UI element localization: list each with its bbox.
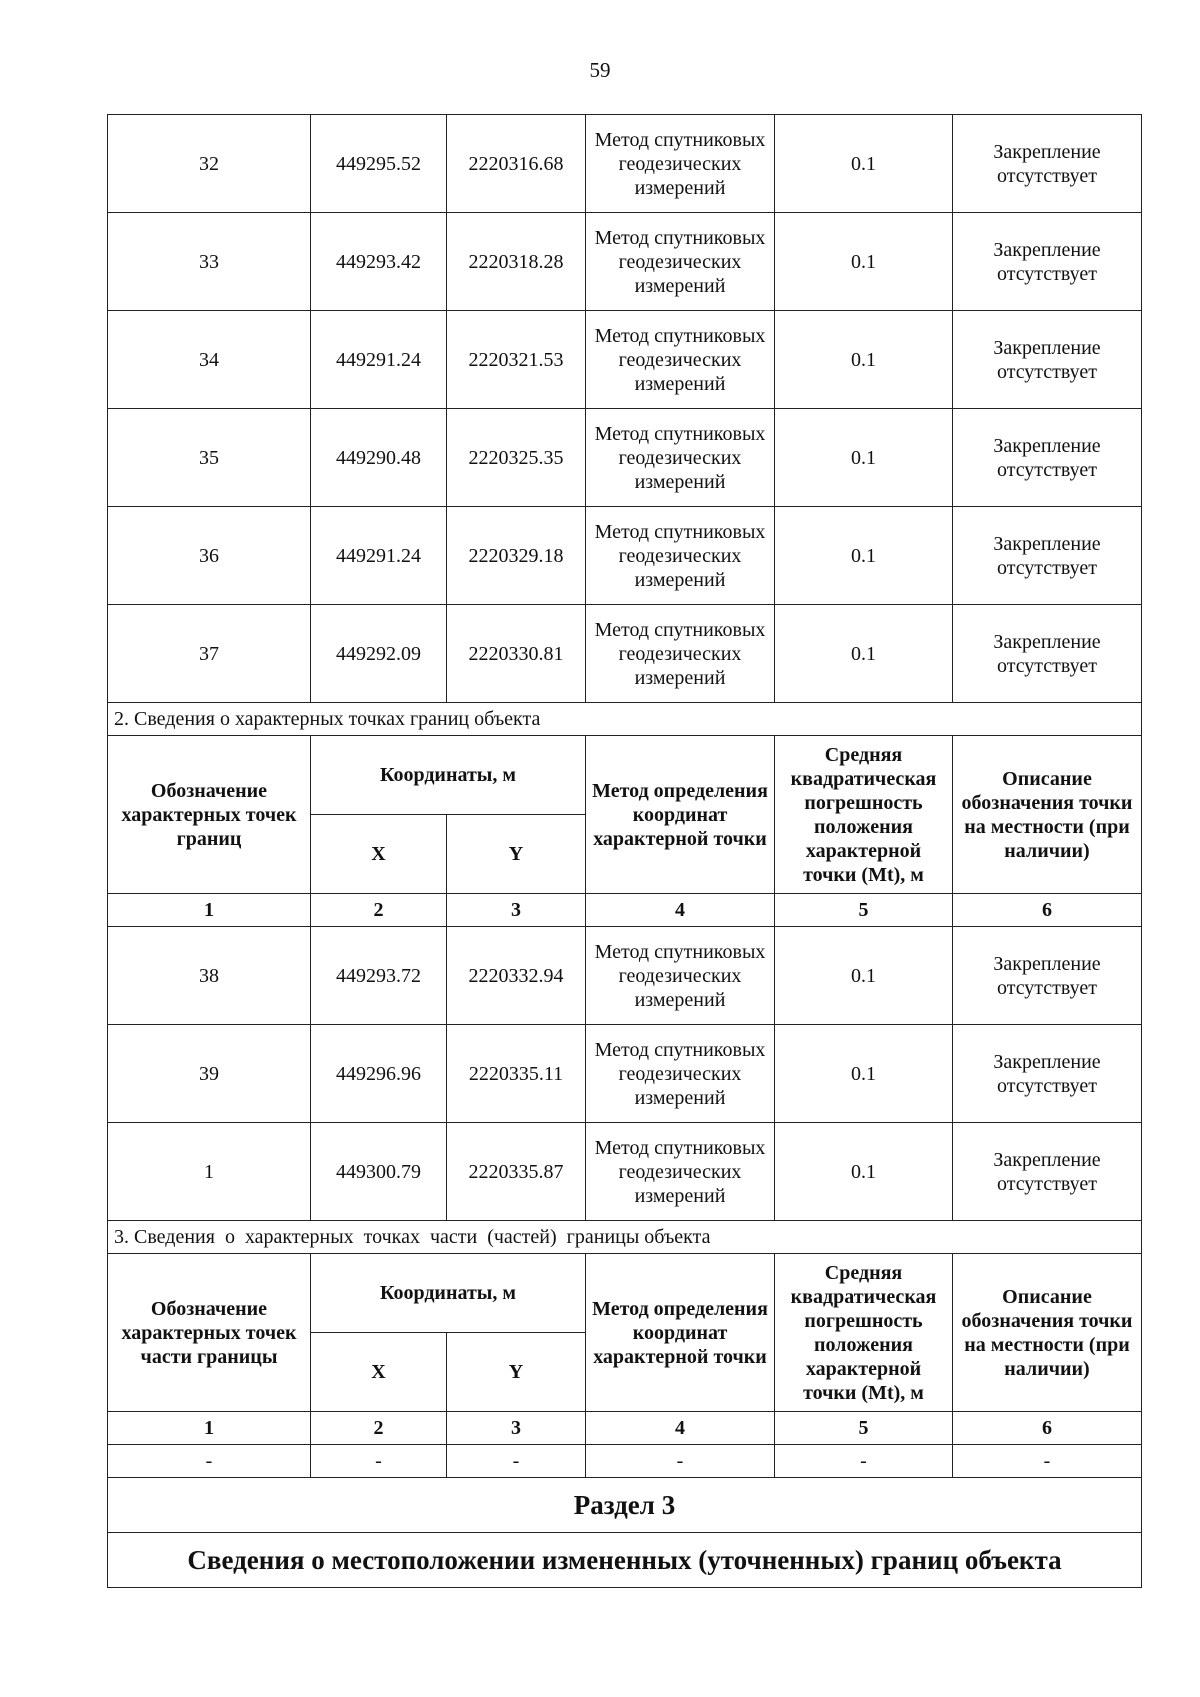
method: Метод спутниковых геодезических измерений xyxy=(586,213,775,311)
empty-cell: - xyxy=(311,1445,447,1478)
table-row xyxy=(108,115,1142,213)
method: Метод спутниковых геодезических измерений xyxy=(586,507,775,605)
razdel-subtitle: Сведения о местоположении измененных (уточненных) границ объекта xyxy=(108,1533,1142,1588)
coord-y: 2220325.35 xyxy=(447,409,586,507)
coord-y: 2220330.81 xyxy=(447,605,586,703)
section-2-title: 2. Сведения о характерных точках границ объекта xyxy=(108,703,1142,736)
coord-y: 2220335.11 xyxy=(447,1025,586,1123)
header-points: Обозначение характерных точек границ xyxy=(108,736,311,894)
point-number: 1 xyxy=(108,1123,311,1221)
description: Закрепление отсутствует xyxy=(953,311,1142,409)
mt-value: 0.1 xyxy=(775,1025,953,1123)
header-desc: Описание обозначения точки на местности (при наличии) xyxy=(953,1254,1142,1412)
description: Закрепление отсутствует xyxy=(953,409,1142,507)
method: Метод спутниковых геодезических измерений xyxy=(586,1123,775,1221)
description: Закрепление отсутствует xyxy=(953,115,1142,213)
col-index: 2 xyxy=(311,894,447,927)
description: Закрепление отсутствует xyxy=(953,213,1142,311)
coord-y: 2220321.53 xyxy=(447,311,586,409)
description: Закрепление отсутствует xyxy=(953,605,1142,703)
empty-cell: - xyxy=(953,1445,1142,1478)
point-number: 38 xyxy=(108,927,311,1025)
col-index: 5 xyxy=(775,894,953,927)
point-number: 36 xyxy=(108,507,311,605)
header-x: X xyxy=(311,1333,447,1412)
description: Закрепление отсутствует xyxy=(953,507,1142,605)
table-row xyxy=(108,1123,1142,1221)
empty-cell: - xyxy=(775,1445,953,1478)
header-method: Метод определения координат характерной точки xyxy=(586,1254,775,1412)
col-index: 2 xyxy=(311,1412,447,1445)
coord-x: 449293.42 xyxy=(311,213,447,311)
header-desc: Описание обозначения точки на местности (при наличии) xyxy=(953,736,1142,894)
point-number: 32 xyxy=(108,115,311,213)
header-coords: Координаты, м xyxy=(311,1254,586,1333)
header-y: Y xyxy=(447,1333,586,1412)
header-y: Y xyxy=(447,815,586,894)
col-index: 3 xyxy=(447,1412,586,1445)
header-method: Метод определения координат характерной точки xyxy=(586,736,775,894)
table-row xyxy=(108,927,1142,1025)
point-number: 35 xyxy=(108,409,311,507)
mt-value: 0.1 xyxy=(775,605,953,703)
coord-x: 449300.79 xyxy=(311,1123,447,1221)
coord-x: 449292.09 xyxy=(311,605,447,703)
description: Закрепление отсутствует xyxy=(953,927,1142,1025)
method: Метод спутниковых геодезических измерений xyxy=(586,409,775,507)
mt-value: 0.1 xyxy=(775,507,953,605)
col-index: 6 xyxy=(953,1412,1142,1445)
page-number: 59 xyxy=(589,58,611,82)
section-3-title: 3. Сведения о характерных точках части (частей) границы объекта xyxy=(108,1221,1142,1254)
point-number: 33 xyxy=(108,213,311,311)
mt-value: 0.1 xyxy=(775,311,953,409)
empty-cell: - xyxy=(447,1445,586,1478)
method: Метод спутниковых геодезических измерений xyxy=(586,1025,775,1123)
mt-value: 0.1 xyxy=(775,213,953,311)
table-row xyxy=(108,605,1142,703)
razdel-title: Раздел 3 xyxy=(108,1478,1142,1533)
col-index: 5 xyxy=(775,1412,953,1445)
header-mt: Средняя квадратическая погрешность положения характерной точки (Mt), м xyxy=(775,1254,953,1412)
col-index: 3 xyxy=(447,894,586,927)
description: Закрепление отсутствует xyxy=(953,1025,1142,1123)
mt-value: 0.1 xyxy=(775,1123,953,1221)
mt-value: 0.1 xyxy=(775,927,953,1025)
header-mt: Средняя квадратическая погрешность положения характерной точки (Mt), м xyxy=(775,736,953,894)
coord-x: 449296.96 xyxy=(311,1025,447,1123)
coord-y: 2220316.68 xyxy=(447,115,586,213)
header-points: Обозначение характерных точек части границы xyxy=(108,1254,311,1412)
coord-y: 2220318.28 xyxy=(447,213,586,311)
col-index: 1 xyxy=(108,894,311,927)
method: Метод спутниковых геодезических измерений xyxy=(586,115,775,213)
coord-x: 449291.24 xyxy=(311,507,447,605)
coord-x: 449293.72 xyxy=(311,927,447,1025)
header-coords: Координаты, м xyxy=(311,736,586,815)
coord-y: 2220332.94 xyxy=(447,927,586,1025)
col-index: 4 xyxy=(586,1412,775,1445)
col-index: 6 xyxy=(953,894,1142,927)
method: Метод спутниковых геодезических измерений xyxy=(586,927,775,1025)
description: Закрепление отсутствует xyxy=(953,1123,1142,1221)
mt-value: 0.1 xyxy=(775,409,953,507)
table-row xyxy=(108,409,1142,507)
point-number: 39 xyxy=(108,1025,311,1123)
method: Метод спутниковых геодезических измерений xyxy=(586,311,775,409)
coord-y: 2220329.18 xyxy=(447,507,586,605)
coord-x: 449291.24 xyxy=(311,311,447,409)
col-index: 1 xyxy=(108,1412,311,1445)
empty-cell: - xyxy=(108,1445,311,1478)
col-index: 4 xyxy=(586,894,775,927)
mt-value: 0.1 xyxy=(775,115,953,213)
empty-cell: - xyxy=(586,1445,775,1478)
table-row xyxy=(108,1025,1142,1123)
table-row xyxy=(108,213,1142,311)
coordinates-table xyxy=(107,114,1142,1588)
table-row xyxy=(108,311,1142,409)
coord-x: 449290.48 xyxy=(311,409,447,507)
coord-x: 449295.52 xyxy=(311,115,447,213)
method: Метод спутниковых геодезических измерений xyxy=(586,605,775,703)
point-number: 34 xyxy=(108,311,311,409)
coord-y: 2220335.87 xyxy=(447,1123,586,1221)
header-x: X xyxy=(311,815,447,894)
table-row xyxy=(108,507,1142,605)
point-number: 37 xyxy=(108,605,311,703)
